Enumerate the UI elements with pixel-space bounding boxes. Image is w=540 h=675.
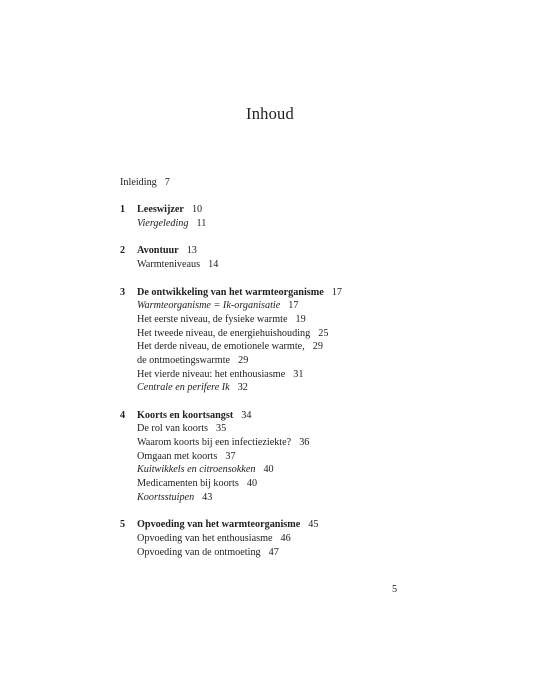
table-of-contents <box>120 176 420 559</box>
chapter-page: 13 <box>186 245 197 257</box>
toc-subentry <box>120 354 420 368</box>
chapter-page: 34 <box>241 409 252 421</box>
subentry-page: 14 <box>208 259 219 271</box>
toc-entry-title: Inleiding <box>120 177 157 188</box>
chapter-number: 5 <box>120 519 126 531</box>
toc-subentry <box>120 217 420 231</box>
toc-entry-page: 7 <box>164 177 170 188</box>
chapter-page: 17 <box>331 286 342 298</box>
subentry-page: 36 <box>299 437 310 449</box>
chapter-number: 2 <box>120 245 126 257</box>
subentry-title: Warmteniveaus <box>137 259 201 271</box>
toc-entry-intro <box>120 176 420 190</box>
toc-subentry <box>120 258 420 272</box>
toc-subentry <box>120 381 420 395</box>
subentry-title: de ontmoetingswarmte <box>137 354 231 366</box>
subentry-page: 40 <box>246 478 258 490</box>
toc-subentry <box>120 450 420 464</box>
subentry-page: 46 <box>280 532 291 544</box>
subentry-page: 11 <box>196 218 207 230</box>
subentry-title: Omgaan met koorts <box>137 450 218 462</box>
subentry-page: 43 <box>202 491 213 503</box>
subentry-page: 35 <box>216 423 227 435</box>
subentry-page: 37 <box>225 450 236 462</box>
toc-subentry <box>120 327 420 341</box>
subentry-page: 17 <box>288 300 299 312</box>
subentry-page: 29 <box>312 341 323 353</box>
chapter-title: Leeswijzer <box>137 204 184 216</box>
subentry-page: 31 <box>293 368 304 380</box>
subentry-page: 19 <box>295 313 306 325</box>
subentry-title: Kuitwikkels en citroensokken <box>137 464 256 476</box>
subentry-page: 32 <box>237 382 248 394</box>
subentry-page: 25 <box>318 327 329 339</box>
toc-chapter-2 <box>120 244 420 258</box>
toc-subentry <box>120 299 420 313</box>
subentry-title: Het eerste niveau, de fysieke warmte <box>137 313 288 325</box>
chapter-page: 45 <box>308 519 319 531</box>
page-number: 5 <box>392 584 398 595</box>
toc-subentry <box>120 463 420 477</box>
chapter-number: 3 <box>120 286 126 298</box>
subentry-title: Medicamenten bij koorts <box>137 478 239 490</box>
toc-chapter-4 <box>120 409 420 423</box>
toc-subentry <box>120 368 420 382</box>
subentry-title: Koortsstuipen <box>137 491 195 503</box>
chapter-number: 4 <box>120 409 126 421</box>
subentry-title: Het tweede niveau, de energiehuishouding <box>137 327 311 339</box>
chapter-title: Koorts en koortsangst <box>137 409 234 421</box>
toc-subentry <box>120 313 420 327</box>
toc-subentry <box>120 546 420 560</box>
toc-subentry <box>120 491 420 505</box>
page-title: Inhoud <box>246 104 294 123</box>
subentry-title: Opvoeding van de ontmoeting <box>137 546 261 558</box>
toc-subentry <box>120 477 420 491</box>
subentry-title: De rol van koorts <box>137 423 209 435</box>
subentry-page: 40 <box>263 464 274 476</box>
subentry-title: Viergeleding <box>137 218 189 230</box>
chapter-page: 10 <box>191 204 203 216</box>
subentry-title: Het vierde niveau: het enthousiasme <box>137 368 286 380</box>
toc-chapter-3 <box>120 286 420 300</box>
subentry-title: Het derde niveau, de emotionele warmte, <box>137 341 305 353</box>
toc-chapter-1 <box>120 203 420 217</box>
subentry-title: Opvoeding van het enthousiasme <box>137 532 273 544</box>
subentry-page: 29 <box>238 354 249 366</box>
subentry-title: Waarom koorts bij een infectieziekte? <box>137 437 292 449</box>
toc-chapter-5 <box>120 518 420 532</box>
toc-subentry <box>120 436 420 450</box>
toc-subentry <box>120 422 420 436</box>
subentry-title: Centrale en perifere Ik <box>137 382 230 394</box>
chapter-title: Opvoeding van het warmteorganisme <box>137 519 301 531</box>
chapter-title: De ontwikkeling van het warmteorganisme <box>137 286 324 298</box>
toc-subentry <box>120 340 420 354</box>
chapter-title: Avontuur <box>137 245 179 257</box>
chapter-number: 1 <box>120 204 126 216</box>
subentry-title: Warmteorganisme = Ik-organisatie <box>137 300 281 312</box>
subentry-page: 47 <box>268 546 279 558</box>
toc-subentry <box>120 532 420 546</box>
